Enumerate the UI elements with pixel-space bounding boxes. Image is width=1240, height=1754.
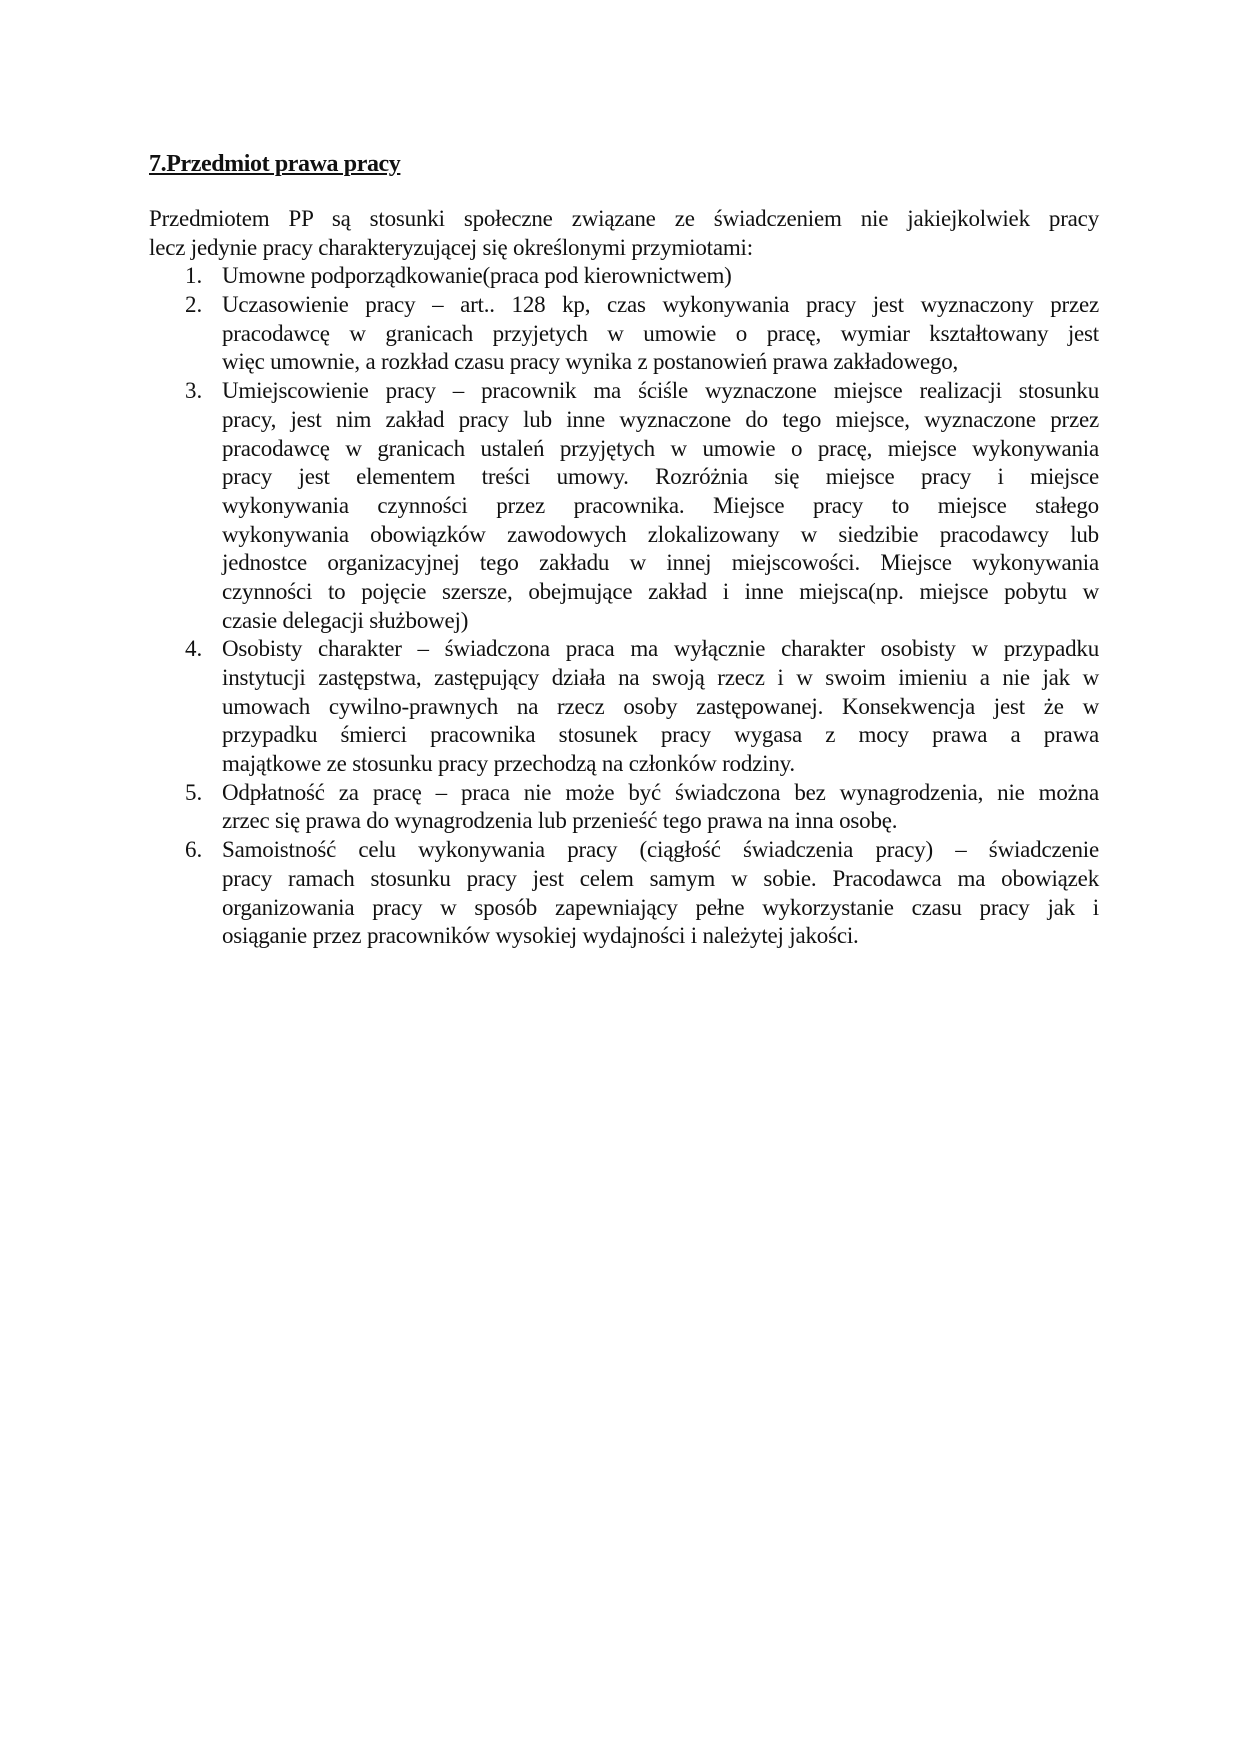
list-item [149, 836, 1099, 951]
list-item-line: Samoistność celu wykonywania pracy (ciągłość świadczenia pracy) – świadczenie [222, 837, 1099, 863]
list-item-number: 3. [185, 378, 203, 404]
list-item-number: 4. [185, 636, 203, 662]
list-item-line: Osobisty charakter – świadczona praca ma wyłącznie charakter osobisty w przypadku [222, 636, 1099, 662]
list-item-line: czasie delegacji służbowej) [222, 607, 469, 633]
list-item [149, 635, 1099, 778]
list-item-line: organizowania pracy w sposób zapewniający pełne wykorzystanie czasu pracy jak i [222, 894, 1099, 920]
list-item-number: 6. [185, 837, 203, 863]
list-item-line: zrzec się prawa do wynagrodzenia lub przenieść tego prawa na inna osobę. [222, 808, 898, 834]
list-item-line: wykonywania obowiązków zawodowych zlokalizowany w siedzibie pracodawcy lub [222, 521, 1099, 547]
intro-line: Przedmiotem PP są stosunki społeczne związane ze świadczeniem nie jakiejkolwiek pracy [149, 206, 1099, 231]
list-item-line: pracy ramach stosunku pracy jest celem samym w sobie. Pracodawca ma obowiązek [222, 865, 1099, 891]
list-item [149, 291, 1099, 377]
intro-paragraph [149, 205, 1099, 262]
list-item [149, 779, 1099, 836]
list-item-number: 2. [185, 292, 203, 318]
list-item-number: 5. [185, 779, 203, 805]
numbered-list [149, 262, 1099, 951]
list-item-line: Odpłatność za pracę – praca nie może być świadczona bez wynagrodzenia, nie można [222, 779, 1099, 805]
list-item-number: 1. [185, 263, 203, 289]
intro-line: lecz jedynie pracy charakteryzującej się określonymi przymiotami: [149, 234, 753, 260]
list-item [149, 377, 1099, 635]
list-item-line: pracodawcę w granicach ustaleń przyjętych w umowie o pracę, miejsce wykonywania [222, 435, 1099, 461]
list-item-line: Umiejscowienie pracy – pracownik ma ściśle wyznaczone miejsce realizacji stosunku [222, 378, 1099, 404]
list-item-line: wykonywania czynności przez pracownika. Miejsce pracy to miejsce stałego [222, 492, 1099, 518]
document-title: 7.Przedmiot prawa pracy [149, 151, 401, 177]
list-item-line: majątkowe ze stosunku pracy przechodzą na członków rodziny. [222, 751, 795, 777]
list-item-line: pracy, jest nim zakład pracy lub inne wyznaczone do tego miejsce, wyznaczone przez [222, 406, 1099, 432]
list-item-line: pracodawcę w granicach przyjetych w umowie o pracę, wymiar kształtowany jest [222, 320, 1099, 346]
list-item-line: jednostce organizacyjnej tego zakładu w innej miejscowości. Miejsce wykonywania [222, 550, 1099, 576]
list-item-line: Uczasowienie pracy – art.. 128 kp, czas wykonywania pracy jest wyznaczony przez [222, 292, 1099, 318]
list-item-line: osiąganie przez pracowników wysokiej wydajności i należytej jakości. [222, 923, 859, 949]
list-item-line: instytucji zastępstwa, zastępujący działa na swoją rzecz i w swoim imieniu a nie jak w [222, 665, 1099, 690]
document-body [149, 205, 1099, 951]
list-item-line: przypadku śmierci pracownika stosunek pracy wygasa z mocy prawa a prawa [222, 722, 1099, 748]
list-item-line: Umowne podporządkowanie(praca pod kierownictwem) [222, 263, 732, 289]
list-item-line: więc umownie, a rozkład czasu pracy wynika z postanowień prawa zakładowego, [222, 349, 959, 375]
list-item-line: umowach cywilno-prawnych na rzecz osoby zastępowanej. Konsekwencja jest że w [222, 693, 1099, 719]
list-item-line: pracy jest elementem treści umowy. Rozróżnia się miejsce pracy i miejsce [222, 464, 1099, 490]
list-item [149, 262, 1099, 291]
list-item-line: czynności to pojęcie szersze, obejmujące zakład i inne miejsca(np. miejsce pobytu w [222, 578, 1099, 604]
